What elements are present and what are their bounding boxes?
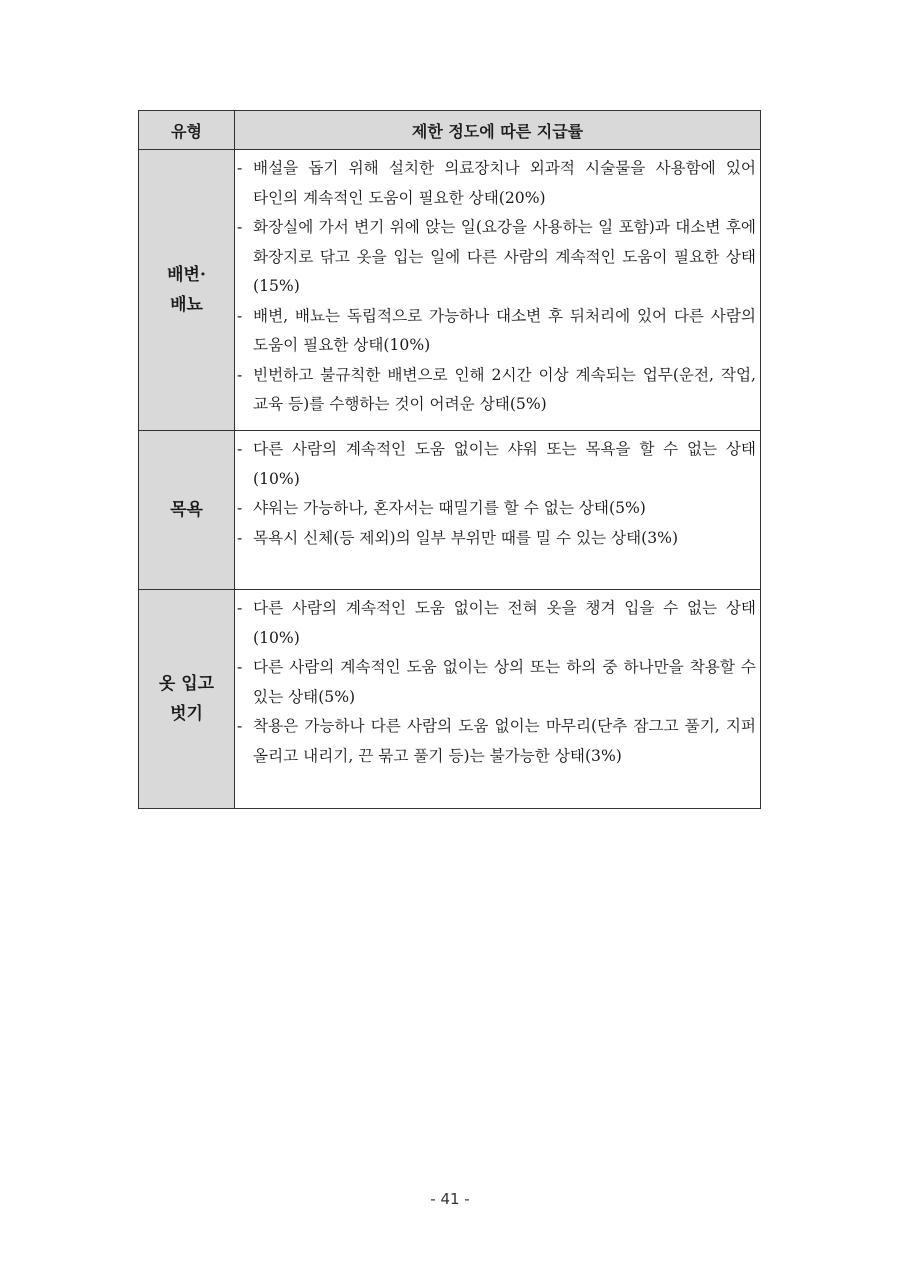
item-text: 다른 사람의 계속적인 도움 없이는 상의 또는 하의 중 하나만을 착용할 수 있는 상태(5%) (253, 658, 756, 706)
bullet-dash: - (237, 159, 243, 177)
list-item (235, 302, 756, 361)
list-item (235, 712, 756, 771)
bullet-dash: - (237, 528, 243, 547)
description-cell (235, 431, 761, 590)
item-text: 배설을 돕기 위해 설치한 의료장치나 외과적 시술물을 사용함에 있어 타인의 계속적인 도움이 필요한 상태(20%) (253, 159, 756, 207)
table-row (139, 150, 761, 431)
bullet-dash: - (237, 440, 243, 458)
item-text: 샤워는 가능하나, 혼자서는 때밀기를 할 수 없는 상태(5%) (253, 499, 646, 517)
table-row (139, 431, 761, 590)
bullet-dash: - (237, 599, 243, 617)
bullet-dash: - (237, 658, 243, 676)
item-text: 다른 사람의 계속적인 도움 없이는 전혀 옷을 챙겨 입을 수 없는 상태(10%) (253, 599, 756, 647)
category-cell (139, 431, 235, 590)
description-cell (235, 150, 761, 431)
header-type: 유형 (139, 111, 235, 150)
list-item (235, 594, 756, 653)
category-cell (139, 150, 235, 431)
header-rate: 제한 정도에 따른 지급률 (235, 111, 761, 150)
list-item (235, 213, 756, 302)
list-item (235, 154, 756, 213)
list-item (235, 524, 756, 554)
item-text: 화장실에 가서 변기 위에 앉는 일(요강을 사용하는 일 포함)과 대소변 후에 화장지로 닦고 옷을 입는 일에 다른 사람의 계속적인 도움이 필요한 상태(15%) (253, 218, 756, 295)
bullet-dash: - (237, 717, 243, 735)
item-text: 빈번하고 불규칙한 배변으로 인해 2시간 이상 계속되는 업무(운전, 작업, 교육 등)를 수행하는 것이 어려운 상태(5%) (253, 365, 756, 413)
category-label-line: 배변· (167, 265, 206, 285)
category-label-line: 벗기 (170, 704, 203, 724)
bullet-dash: - (237, 499, 243, 517)
table-row (139, 590, 761, 809)
list-item (235, 653, 756, 712)
description-cell (235, 590, 761, 809)
bullet-dash: - (237, 218, 243, 236)
item-text: 착용은 가능하나 다른 사람의 도움 없이는 마무리(단추 잠그고 풀기, 지퍼 올리고 내리기, 끈 묶고 풀기 등)는 불가능한 상태(3%) (253, 717, 756, 765)
item-text: 목욕시 신체(등 제외)의 일부 부위만 때를 밀 수 있는 상태(3%) (253, 528, 679, 547)
table-header-row (139, 111, 761, 150)
benefit-rate-table (138, 110, 761, 809)
category-label-line: 목욕 (170, 500, 203, 520)
list-item (235, 494, 756, 524)
item-text: 다른 사람의 계속적인 도움 없이는 샤워 또는 목욕을 할 수 없는 상태(10%) (253, 440, 756, 488)
category-label-line: 배뇨 (170, 295, 203, 315)
category-cell (139, 590, 235, 809)
bullet-dash: - (237, 306, 243, 325)
bullet-dash: - (237, 365, 243, 384)
page-number: - 41 - (430, 1190, 470, 1208)
item-text: 배변, 배뇨는 독립적으로 가능하나 대소변 후 뒤처리에 있어 다른 사람의 도움이 필요한 상태(10%) (253, 306, 756, 354)
list-item (235, 361, 756, 420)
list-item (235, 435, 756, 494)
category-label-line: 옷 입고 (158, 674, 215, 694)
